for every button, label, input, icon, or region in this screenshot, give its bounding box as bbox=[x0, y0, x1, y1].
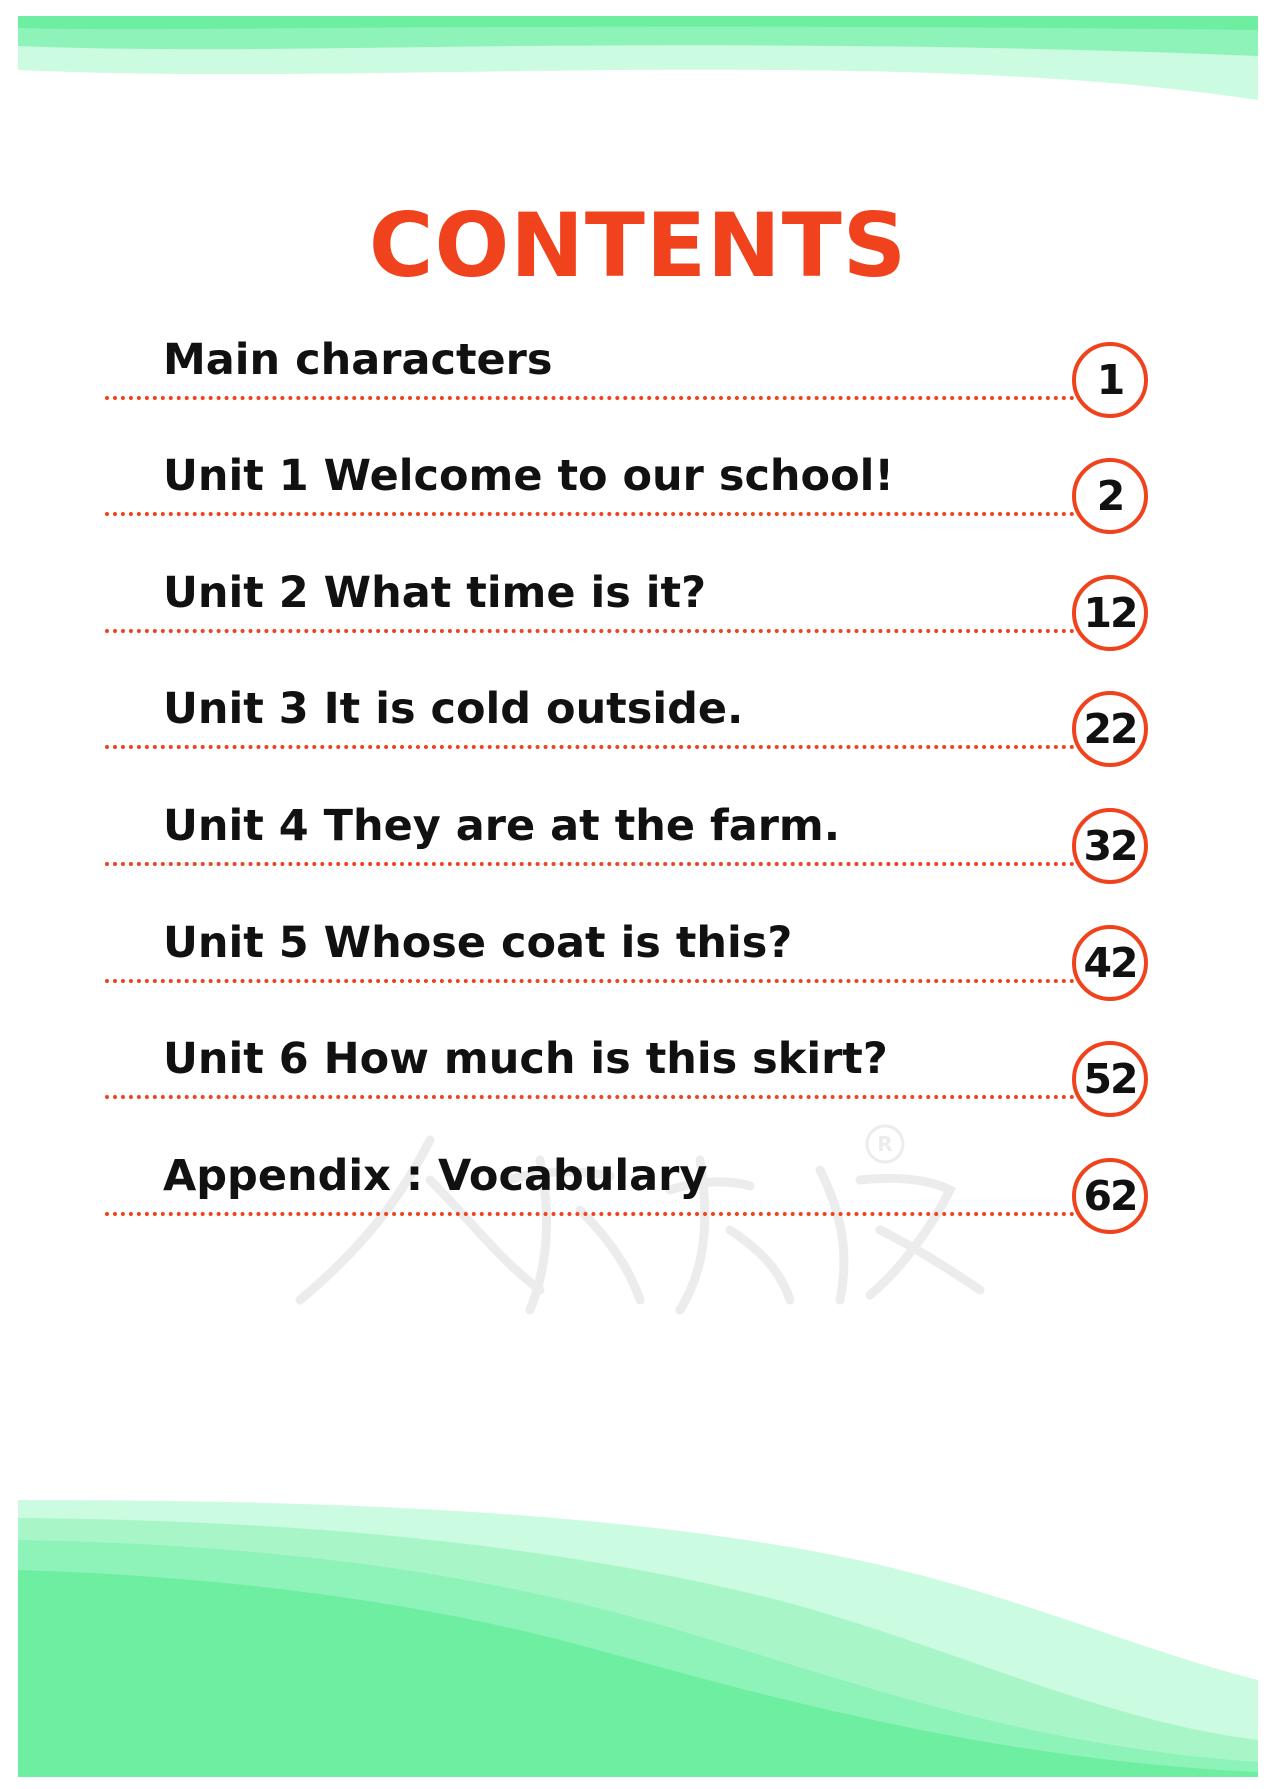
toc-entry-label: Main characters bbox=[163, 335, 553, 385]
bottom-wave-band bbox=[18, 1500, 1258, 1777]
toc-entry-unit-1[interactable] bbox=[105, 448, 1151, 538]
page-number-badge: 62 bbox=[1072, 1158, 1148, 1234]
toc-entry-unit-6[interactable] bbox=[105, 1031, 1151, 1121]
toc-entry-label: Unit 2 What time is it? bbox=[163, 568, 707, 618]
dotted-leader bbox=[105, 862, 1075, 866]
toc-entry-appendix[interactable] bbox=[105, 1148, 1151, 1238]
toc-entry-unit-5[interactable] bbox=[105, 915, 1151, 1005]
toc-entry-label: Unit 6 How much is this skirt? bbox=[163, 1034, 888, 1084]
page-title: CONTENTS bbox=[368, 194, 908, 297]
page-number-badge: 32 bbox=[1072, 808, 1148, 884]
dotted-leader bbox=[105, 512, 1075, 516]
toc-entry-label: Unit 5 Whose coat is this? bbox=[163, 918, 793, 968]
page-number-badge: 2 bbox=[1072, 458, 1148, 534]
toc-entry-label: Unit 1 Welcome to our school! bbox=[163, 451, 894, 501]
page-number-badge: 52 bbox=[1072, 1041, 1148, 1117]
toc-entry-label: Unit 3 It is cold outside. bbox=[163, 684, 744, 734]
dotted-leader bbox=[105, 1212, 1075, 1216]
toc-entry-label: Appendix : Vocabulary bbox=[163, 1151, 708, 1201]
toc-entry-unit-4[interactable] bbox=[105, 798, 1151, 888]
svg-text:R: R bbox=[877, 1132, 893, 1156]
page-number-badge: 1 bbox=[1072, 342, 1148, 418]
dotted-leader bbox=[105, 745, 1075, 749]
page-number-badge: 12 bbox=[1072, 575, 1148, 651]
toc-entry-label: Unit 4 They are at the farm. bbox=[163, 801, 841, 851]
dotted-leader bbox=[105, 1095, 1075, 1099]
toc-entry-unit-3[interactable] bbox=[105, 681, 1151, 771]
toc-entry-unit-2[interactable] bbox=[105, 565, 1151, 655]
page-number-badge: 22 bbox=[1072, 691, 1148, 767]
dotted-leader bbox=[105, 396, 1075, 400]
toc-entry-main-characters[interactable] bbox=[105, 332, 1151, 422]
dotted-leader bbox=[105, 629, 1075, 633]
page-number-badge: 42 bbox=[1072, 925, 1148, 1001]
dotted-leader bbox=[105, 979, 1075, 983]
